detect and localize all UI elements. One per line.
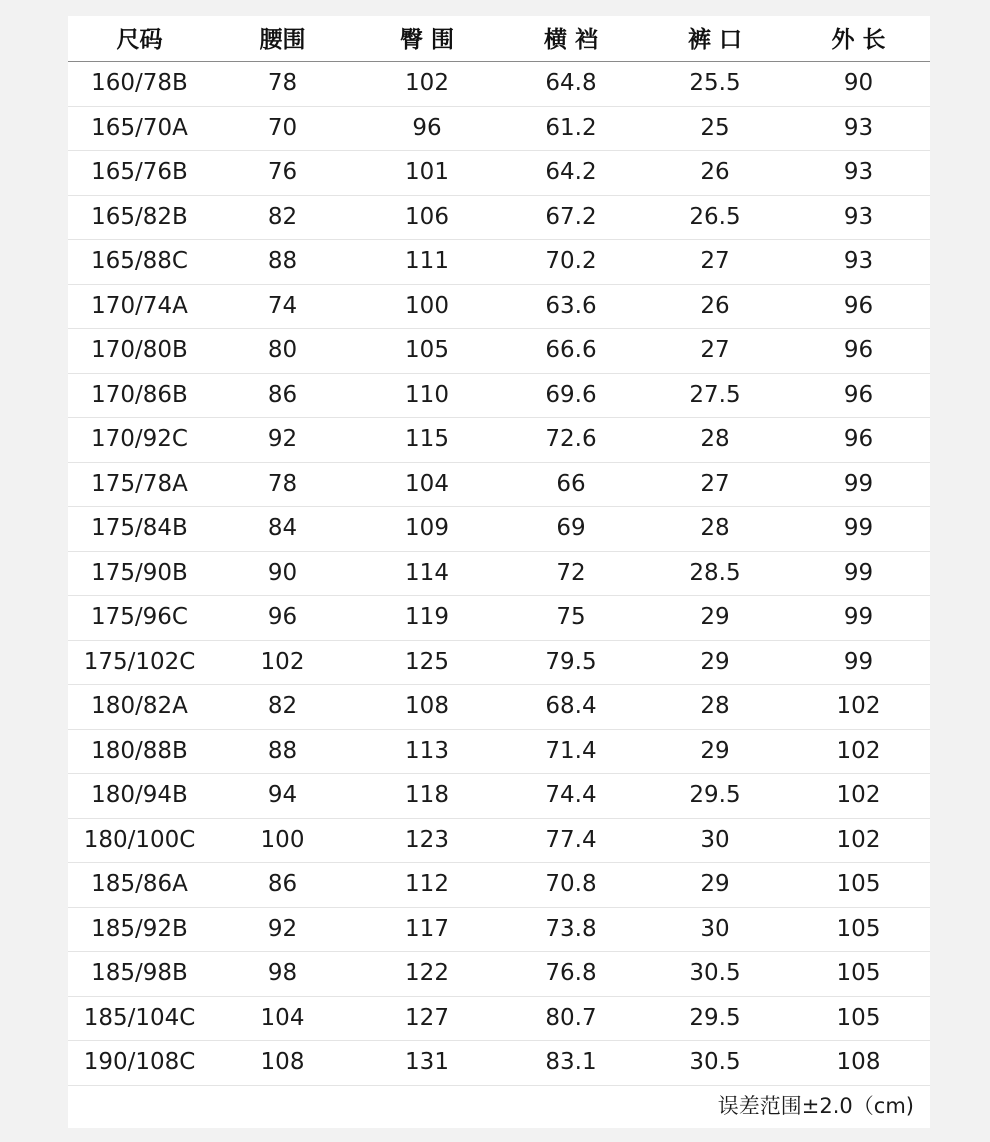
table-row [68, 61, 930, 107]
cell-hip: 109 [405, 515, 449, 541]
table-row [68, 150, 930, 196]
cell-hip: 104 [405, 470, 449, 497]
size-chart-sheet [68, 16, 930, 1128]
cell-waist: 78 [267, 70, 298, 96]
cell-thigh: 63.6 [545, 292, 597, 319]
cell-outseam: 99 [843, 604, 874, 630]
cell-size: 185/98B [91, 960, 188, 986]
cell-hip: 119 [405, 604, 449, 630]
cell-outseam: 93 [843, 248, 874, 274]
cell-outseam: 105 [836, 960, 881, 986]
cell-outseam: 102 [836, 693, 881, 719]
cell-size: 185/104C [83, 1004, 196, 1031]
table-row [68, 773, 930, 819]
cell-waist: 108 [260, 1049, 305, 1075]
table-header [68, 16, 930, 62]
cell-hip: 127 [405, 1004, 449, 1031]
cell-outseam: 99 [843, 648, 874, 675]
table-row [68, 818, 930, 864]
cell-leg-opening: 25 [700, 114, 730, 141]
tolerance-note: 误差范围±2.0（cm) [717, 1094, 914, 1118]
table-row [68, 239, 930, 285]
cell-thigh: 70.2 [545, 248, 597, 274]
cell-leg-opening: 26.5 [689, 203, 741, 230]
cell-hip: 96 [412, 114, 442, 141]
cell-thigh: 61.2 [545, 114, 597, 141]
cell-waist: 70 [267, 114, 298, 141]
cell-size: 180/82A [91, 693, 188, 719]
table-row [68, 996, 930, 1042]
table-row [68, 284, 930, 330]
cell-outseam: 102 [836, 737, 881, 764]
cell-thigh: 67.2 [545, 203, 597, 230]
cell-size: 170/80B [91, 337, 188, 363]
cell-hip: 115 [405, 426, 449, 452]
table-row [68, 551, 930, 597]
cell-waist: 74 [267, 292, 298, 319]
table-row [68, 373, 930, 419]
cell-leg-opening: 29.5 [689, 782, 741, 808]
cell-waist: 78 [267, 470, 298, 497]
cell-leg-opening: 28 [700, 515, 730, 541]
cell-outseam: 108 [836, 1049, 881, 1075]
cell-size: 160/78B [91, 70, 188, 96]
cell-outseam: 93 [843, 114, 874, 141]
cell-leg-opening: 30 [700, 826, 730, 853]
cell-waist: 92 [267, 915, 298, 942]
header-thigh: 横 裆 [543, 27, 598, 53]
cell-size: 175/96C [91, 604, 188, 630]
cell-thigh: 66.6 [545, 337, 597, 363]
cell-thigh: 75 [556, 604, 586, 630]
cell-thigh: 76.8 [545, 960, 597, 986]
cell-hip: 125 [405, 648, 449, 675]
cell-leg-opening: 28 [700, 426, 730, 452]
table-row [68, 684, 930, 730]
cell-thigh: 77.4 [545, 826, 597, 853]
cell-thigh: 72.6 [545, 426, 597, 452]
table-row [68, 907, 930, 953]
cell-size: 180/94B [91, 782, 188, 808]
cell-hip: 101 [405, 159, 449, 185]
cell-hip: 105 [405, 337, 449, 363]
cell-waist: 88 [267, 737, 298, 764]
cell-leg-opening: 27.5 [689, 381, 741, 408]
cell-thigh: 83.1 [545, 1049, 597, 1075]
cell-thigh: 64.2 [545, 159, 597, 185]
cell-outseam: 99 [843, 515, 874, 541]
cell-leg-opening: 29 [700, 737, 730, 764]
cell-waist: 92 [267, 426, 298, 452]
cell-thigh: 64.8 [545, 70, 597, 96]
cell-size: 185/92B [91, 915, 188, 942]
cell-hip: 114 [405, 559, 449, 586]
cell-thigh: 69.6 [545, 381, 597, 408]
cell-hip: 111 [405, 248, 449, 274]
cell-outseam: 105 [836, 871, 881, 897]
cell-outseam: 90 [843, 70, 874, 96]
cell-waist: 94 [267, 782, 298, 808]
cell-thigh: 74.4 [545, 782, 597, 808]
header-size: 尺码 [116, 27, 163, 53]
cell-size: 170/92C [91, 426, 188, 452]
cell-hip: 106 [405, 203, 449, 230]
table-row [68, 595, 930, 641]
cell-hip: 131 [405, 1049, 449, 1075]
cell-thigh: 79.5 [545, 648, 597, 675]
table-row [68, 862, 930, 908]
cell-waist: 76 [267, 159, 298, 185]
cell-size: 165/70A [91, 114, 188, 141]
cell-hip: 102 [405, 70, 449, 96]
cell-size: 165/76B [91, 159, 188, 185]
cell-waist: 86 [267, 871, 298, 897]
cell-waist: 82 [267, 203, 298, 230]
cell-outseam: 96 [843, 337, 874, 363]
header-outseam: 外 长 [831, 27, 886, 53]
cell-size: 165/82B [91, 203, 188, 230]
cell-leg-opening: 30.5 [689, 960, 741, 986]
cell-waist: 98 [267, 960, 298, 986]
cell-size: 190/108C [83, 1049, 196, 1075]
cell-leg-opening: 29.5 [689, 1004, 741, 1031]
cell-leg-opening: 28 [700, 693, 730, 719]
cell-leg-opening: 25.5 [689, 70, 741, 96]
table-footer [68, 1084, 930, 1128]
cell-waist: 86 [267, 381, 298, 408]
cell-outseam: 105 [836, 1004, 881, 1031]
cell-thigh: 70.8 [545, 871, 597, 897]
header-waist: 腰围 [259, 27, 306, 53]
cell-size: 170/74A [91, 292, 188, 319]
cell-size: 165/88C [91, 248, 188, 274]
table-row [68, 417, 930, 463]
cell-leg-opening: 29 [700, 604, 730, 630]
cell-size: 180/100C [83, 826, 196, 853]
cell-waist: 88 [267, 248, 298, 274]
table-row [68, 729, 930, 775]
cell-leg-opening: 27 [700, 248, 730, 274]
cell-hip: 123 [405, 826, 449, 853]
cell-outseam: 96 [843, 381, 874, 408]
cell-waist: 80 [267, 337, 298, 363]
cell-thigh: 69 [556, 515, 586, 541]
cell-outseam: 99 [843, 559, 874, 586]
table-row [68, 951, 930, 997]
cell-outseam: 99 [843, 470, 874, 497]
cell-waist: 102 [260, 648, 305, 675]
cell-hip: 110 [405, 381, 449, 408]
cell-thigh: 72 [556, 559, 586, 586]
cell-waist: 90 [267, 559, 298, 586]
cell-outseam: 93 [843, 203, 874, 230]
cell-size: 180/88B [91, 737, 188, 764]
cell-waist: 82 [267, 693, 298, 719]
cell-outseam: 96 [843, 426, 874, 452]
cell-hip: 118 [405, 782, 449, 808]
cell-waist: 84 [267, 515, 298, 541]
cell-hip: 117 [405, 915, 449, 942]
table-row [68, 328, 930, 374]
cell-outseam: 102 [836, 782, 881, 808]
cell-thigh: 80.7 [545, 1004, 597, 1031]
cell-leg-opening: 29 [700, 871, 730, 897]
cell-waist: 100 [260, 826, 305, 853]
table-row [68, 1040, 930, 1086]
cell-leg-opening: 26 [700, 159, 730, 185]
cell-thigh: 68.4 [545, 693, 597, 719]
cell-leg-opening: 27 [700, 470, 730, 497]
cell-leg-opening: 30 [700, 915, 730, 942]
cell-hip: 108 [405, 693, 449, 719]
cell-size: 175/78A [91, 470, 188, 497]
cell-hip: 100 [405, 292, 449, 319]
cell-leg-opening: 29 [700, 648, 730, 675]
cell-size: 185/86A [91, 871, 188, 897]
cell-waist: 96 [267, 604, 298, 630]
cell-waist: 104 [260, 1004, 305, 1031]
header-hip: 臀 围 [399, 27, 454, 53]
cell-leg-opening: 30.5 [689, 1049, 741, 1075]
cell-thigh: 66 [556, 470, 586, 497]
cell-outseam: 96 [843, 292, 874, 319]
cell-outseam: 102 [836, 826, 881, 853]
cell-size: 175/102C [83, 648, 196, 675]
header-leg-opening: 裤 口 [687, 27, 742, 53]
table-row [68, 506, 930, 552]
cell-size: 175/84B [91, 515, 188, 541]
cell-thigh: 73.8 [545, 915, 597, 942]
cell-hip: 112 [405, 871, 449, 897]
table-row [68, 195, 930, 241]
table-row [68, 462, 930, 508]
cell-leg-opening: 27 [700, 337, 730, 363]
cell-outseam: 105 [836, 915, 881, 942]
cell-leg-opening: 28.5 [689, 559, 741, 586]
cell-hip: 122 [405, 960, 449, 986]
cell-outseam: 93 [843, 159, 874, 185]
table-row [68, 640, 930, 686]
cell-thigh: 71.4 [545, 737, 597, 764]
cell-size: 175/90B [91, 559, 188, 586]
cell-hip: 113 [405, 737, 449, 764]
table-row [68, 106, 930, 152]
cell-size: 170/86B [91, 381, 188, 408]
cell-leg-opening: 26 [700, 292, 730, 319]
